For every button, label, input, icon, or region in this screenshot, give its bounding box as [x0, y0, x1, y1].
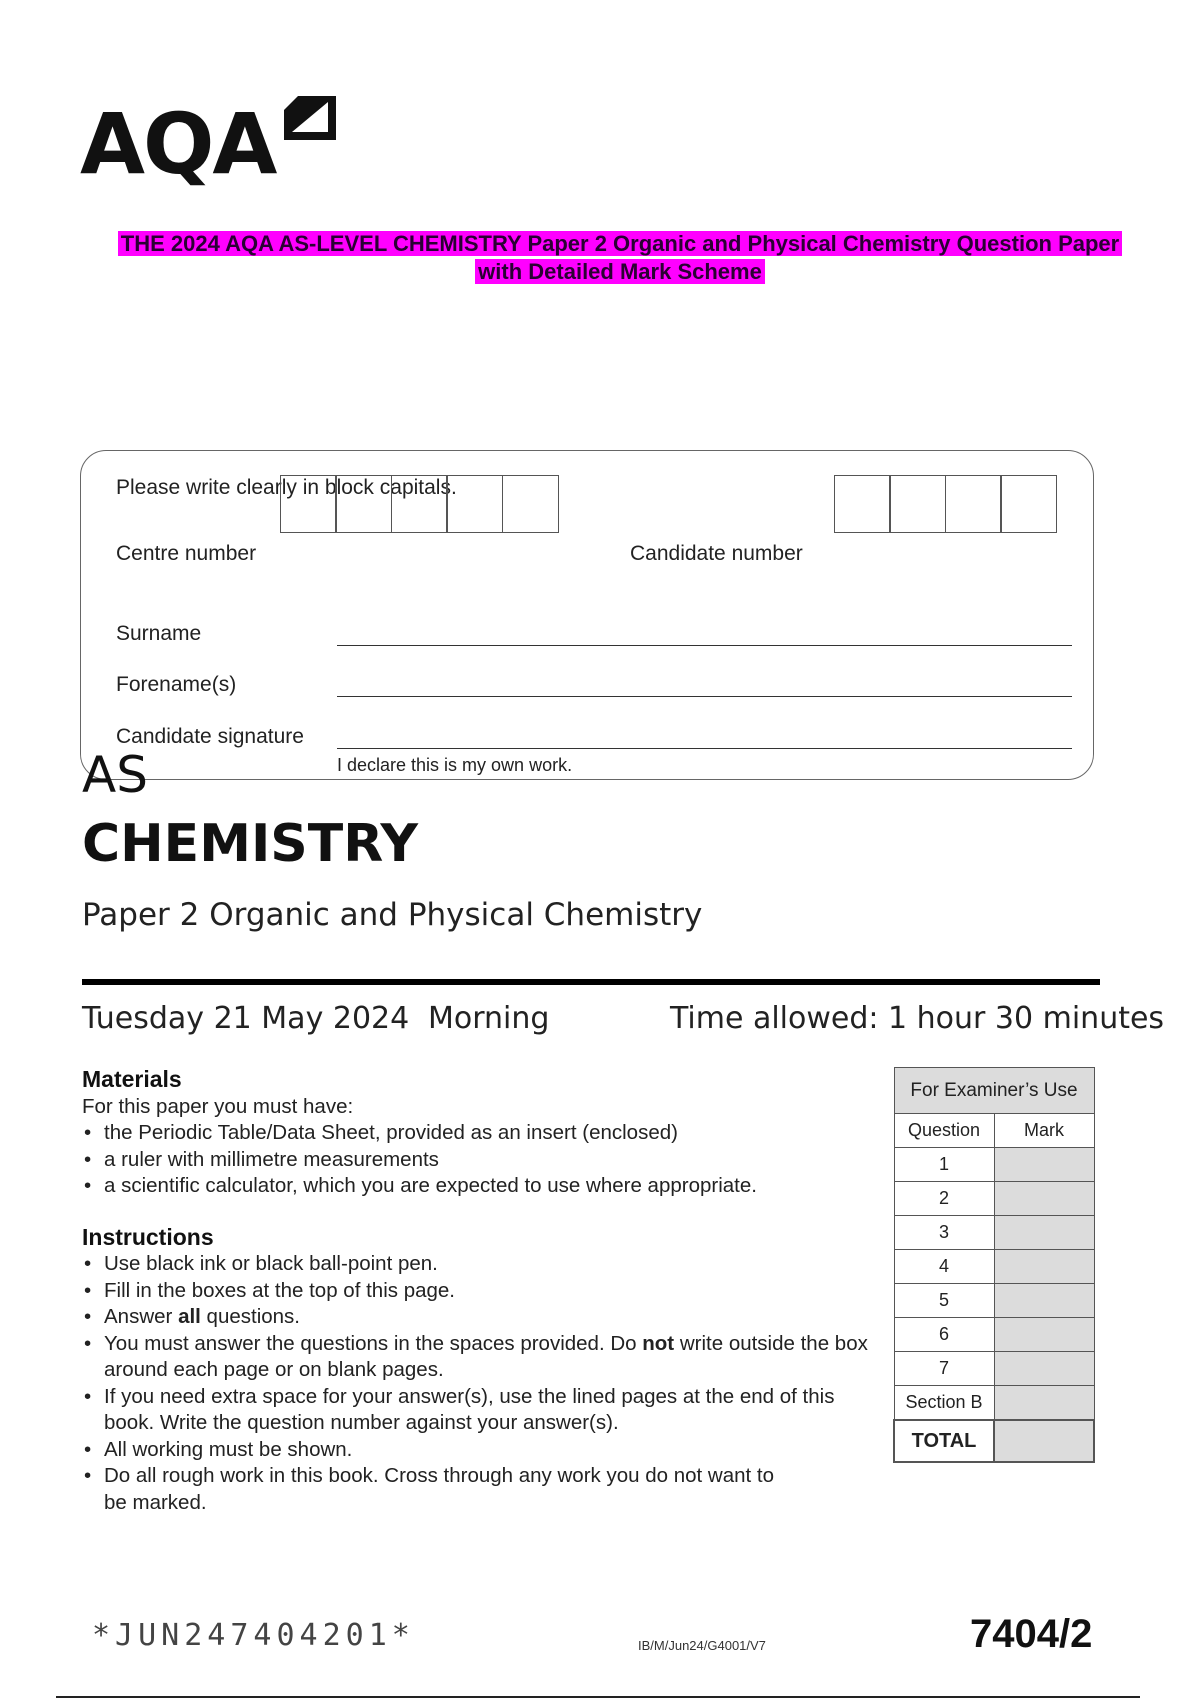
total-label: TOTAL [894, 1420, 994, 1462]
candidate-digit-box[interactable] [834, 475, 891, 533]
list-item: • Fill in the boxes at the top of this page. [82, 1278, 872, 1305]
centre-digit-box[interactable] [391, 475, 448, 533]
table-row [894, 1386, 1094, 1421]
mark-column-header: Mark [994, 1114, 1094, 1148]
examiner-use-table [893, 1067, 1095, 1463]
mark-cell [994, 1352, 1094, 1386]
mark-cell [994, 1250, 1094, 1284]
list-item: • a ruler with millimetre measurements [82, 1147, 882, 1174]
materials-list [82, 1120, 882, 1200]
table-row [894, 1182, 1094, 1216]
candidate-digit-box[interactable] [945, 475, 1002, 533]
materials-heading: Materials [82, 1066, 182, 1092]
list-item: • Use black ink or black ball-point pen. [82, 1251, 872, 1278]
list-item: • All working must be shown. [82, 1437, 872, 1464]
aqa-leaf-icon [280, 88, 338, 146]
surname-line[interactable] [337, 645, 1072, 646]
examiner-table-title: For Examiner’s Use [894, 1068, 1094, 1114]
question-number: 6 [894, 1318, 994, 1352]
total-mark-cell [994, 1420, 1094, 1462]
document-banner [60, 230, 1180, 286]
forenames-label: Forename(s) [116, 673, 237, 696]
table-row [894, 1284, 1094, 1318]
paper-title: Paper 2 Organic and Physical Chemistry [82, 897, 703, 933]
exam-session: Morning [428, 1001, 550, 1036]
list-item: • Do all rough work in this book. Cross through any work you do not want to be marked. [82, 1463, 872, 1516]
question-number: 2 [894, 1182, 994, 1216]
surname-label: Surname [116, 622, 202, 645]
mark-cell [994, 1386, 1094, 1421]
candidate-number-boxes [835, 475, 1057, 533]
list-item: • the Periodic Table/Data Sheet, provided as an insert (enclosed) [82, 1120, 882, 1147]
candidate-digit-box[interactable] [889, 475, 946, 533]
reference-code: IB/M/Jun24/G4001/V7 [638, 1638, 766, 1653]
instructions-list [82, 1251, 872, 1516]
question-number: 5 [894, 1284, 994, 1318]
mark-cell [994, 1216, 1094, 1250]
centre-number-boxes [281, 475, 559, 533]
list-item: • If you need extra space for your answer(s), use the lined pages at the end of this book. Write the question number against your answer(s). [82, 1384, 872, 1437]
centre-number-label: Centre number [116, 542, 257, 565]
table-row [894, 1148, 1094, 1182]
centre-digit-box[interactable] [335, 475, 392, 533]
question-number: Section B [894, 1386, 994, 1421]
centre-digit-box[interactable] [280, 475, 337, 533]
barcode-text: *JUN247404201* [92, 1618, 415, 1653]
title-divider [82, 979, 1100, 985]
list-item: • You must answer the questions in the spaces provided. Do not write outside the box around each page or on blank pages. [82, 1331, 872, 1384]
table-row [894, 1216, 1094, 1250]
instructions-section [82, 1224, 872, 1516]
subject-title: CHEMISTRY [82, 814, 419, 874]
qualification-level: AS [82, 746, 148, 804]
mark-cell [994, 1318, 1094, 1352]
candidate-digit-box[interactable] [1000, 475, 1057, 533]
candidate-number-label: Candidate number [630, 542, 803, 565]
exam-date: Tuesday 21 May 2024 [82, 1001, 410, 1036]
mark-cell [994, 1148, 1094, 1182]
question-number: 3 [894, 1216, 994, 1250]
question-number: 7 [894, 1352, 994, 1386]
mark-cell [994, 1182, 1094, 1216]
aqa-wordmark: AQA [80, 95, 276, 193]
total-row [894, 1420, 1094, 1462]
declaration-text: I declare this is my own work. [337, 755, 573, 775]
table-row [894, 1352, 1094, 1386]
signature-line[interactable] [337, 748, 1072, 749]
list-item: • a scientific calculator, which you are expected to use where appropriate. [82, 1173, 882, 1200]
footer-rule [56, 1696, 1140, 1698]
banner-line-1: THE 2024 AQA AS-LEVEL CHEMISTRY Paper 2 Organic and Physical Chemistry Question Paper [118, 231, 1122, 256]
banner-line-2: with Detailed Mark Scheme [475, 259, 765, 284]
time-allowed: Time allowed: 1 hour 30 minutes [670, 1001, 1165, 1036]
mark-cell [994, 1284, 1094, 1318]
question-number: 1 [894, 1148, 994, 1182]
block-capitals-instruction: Please write clearly in block capitals. [116, 476, 457, 499]
materials-intro: For this paper you must have: [82, 1095, 354, 1118]
list-item: • Answer all questions. [82, 1304, 872, 1331]
question-column-header: Question [894, 1114, 994, 1148]
materials-section [82, 1066, 882, 1200]
centre-digit-box[interactable] [446, 475, 503, 533]
forenames-line[interactable] [337, 696, 1072, 697]
instructions-heading: Instructions [82, 1224, 214, 1250]
paper-code: 7404/2 [970, 1612, 1093, 1656]
centre-digit-box[interactable] [502, 475, 559, 533]
table-row [894, 1318, 1094, 1352]
table-row [894, 1250, 1094, 1284]
signature-label: Candidate signature [116, 725, 304, 748]
question-number: 4 [894, 1250, 994, 1284]
